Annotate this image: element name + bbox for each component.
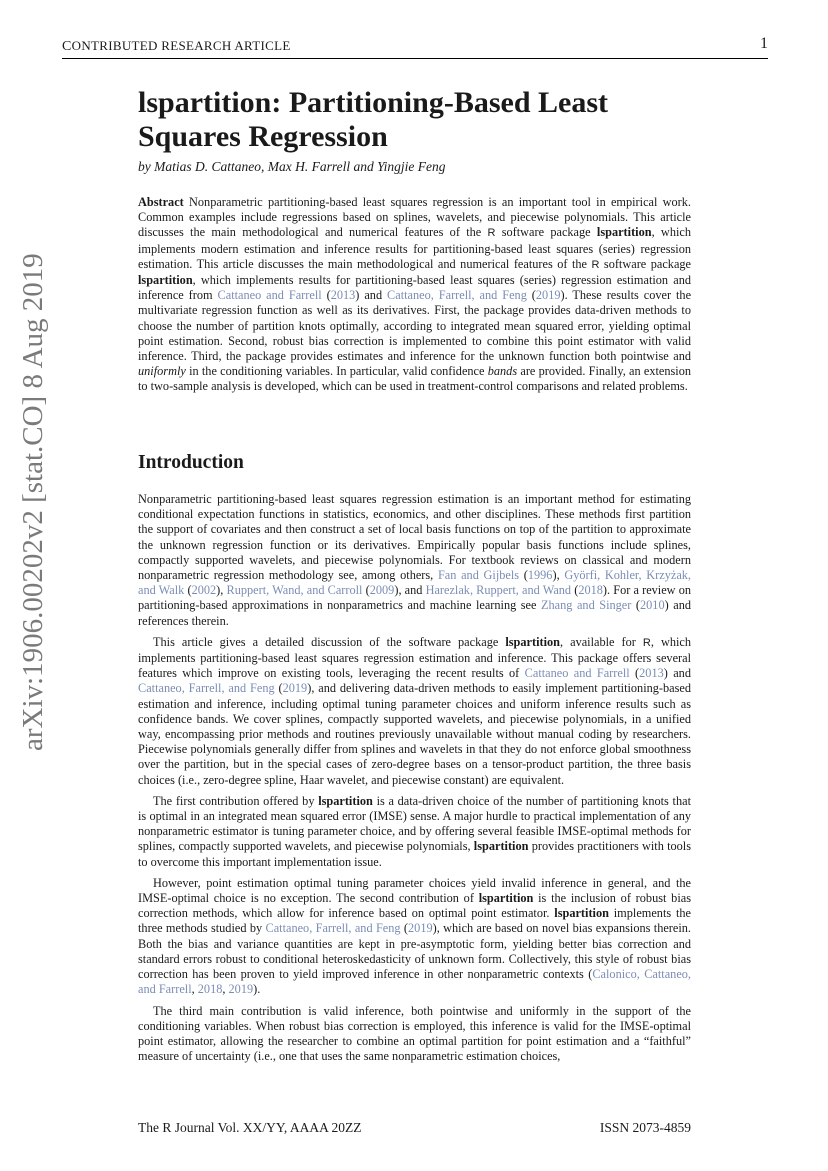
citation-link[interactable]: Calonico, Cattaneo, and Farrell	[138, 967, 691, 997]
citation-year-link[interactable]: 2019	[535, 288, 561, 303]
citation-year-link[interactable]: 1996	[527, 568, 553, 583]
section-heading-introduction: Introduction	[138, 452, 244, 473]
citation-link[interactable]: Zhang and Singer	[541, 598, 632, 613]
article-type: CONTRIBUTED RESEARCH ARTICLE	[62, 38, 291, 54]
citation-link[interactable]: Cattaneo and Farrell	[524, 666, 630, 681]
running-header	[62, 35, 768, 59]
citation-year-link[interactable]: 2002	[191, 583, 217, 598]
citation-link[interactable]: Cattaneo, Farrell, and Feng	[138, 681, 275, 696]
citation-year-link[interactable]: 2010	[640, 598, 665, 613]
citation-link[interactable]: Harezlak, Ruppert, and Wand	[425, 583, 572, 598]
citation-year-link[interactable]: 2019	[408, 921, 433, 936]
citation-link[interactable]: Györfi, Kohler, Krzyżak, and Walk	[138, 568, 692, 598]
page-number: 1	[760, 35, 768, 52]
abstract-label: Abstract	[138, 195, 184, 209]
paragraph: The third main contribution is valid inference, both pointwise and uniformly in the support of the conditioning variables. When robust bias correction is employed, this inference is valid for the IMSE-optimal point estimator, allowing the researcher to combine an optimal partition for point estimation and a “faithful” measure of uncertainty (i.e., one that uses the same nonparametric estimation choices,	[138, 1003, 691, 1064]
issn-footer: ISSN 2073-4859	[599, 1120, 691, 1135]
introduction-body	[138, 492, 691, 1070]
citation-year-link[interactable]: 2018	[578, 583, 603, 598]
abstract: Abstract Nonparametric partitioning-based least squares regression is an important tool in empirical work. Common examples include regressions based on splines, wavelets, and piecewise polynomials. This article discusses the main methodological and numerical features of the R software package lspartition, which implements modern estimation and inference results for partitioning-based least squares (series) regression estimation. This article discusses the main methodological and numerical features of the R software package lspartition, which implements results for partitioning-based least squares (series) regression estimation and inference from Cattaneo and Farrell (2013) and Cattaneo, Farrell, and Feng (2019). These results cover the multivariate regression function as well as its derivatives. First, the package provides data-driven methods to choose the number of partition knots optimally, according to integrated mean squared error, yielding optimal point estimation. Second, robust bias correction is implemented to combine this point estimator with valid inference. Third, the package provides estimates and inference for the unknown function both pointwise and uniformly in the conditioning variables. In particular, valid confidence bands are provided. Finally, an extension to two-sample analysis is developed, which can be used in treatment-control comparisons and related problems.	[138, 195, 692, 394]
citation-link[interactable]: Ruppert, Wand, and Carroll	[226, 583, 363, 598]
citation-year-link[interactable]: 2019	[282, 681, 308, 696]
paragraph: This article gives a detailed discussion of the software package lspartition, available for R, which implements partitioning-based least squares regression estimation and inference. This package offers several features which improve on existing tools, leveraging the recent results of Cattaneo and Farrell (2013) and Cattaneo, Farrell, and Feng (2019), and delivering data-driven methods to easily implement partitioning-based estimation and inference, including optimal tuning parameter choices and uniform inference results such as confidence bands. We cover splines, compactly supported wavelets, and piecewise polynomials, in a unified way, encompassing prior methods and routines previously unavailable without manual coding by researchers. Piecewise polynomials generally differ from splines and wavelets in that they do not enforce global smoothness over the partition, but in the special cases of zero-degree bases on a tensor-product partition, the three basis choices (i.e., zero-degree spline, Haar wavelet, and piecewise constant) are equivalent.	[138, 634, 692, 787]
citation-link[interactable]: Cattaneo and Farrell	[217, 288, 322, 303]
journal-footer: The R Journal Vol. XX/YY, AAAA 20ZZ	[138, 1120, 362, 1135]
citation-year-link[interactable]: 2009	[369, 583, 395, 598]
citation-link[interactable]: Cattaneo, Farrell, and Feng	[265, 921, 401, 936]
citation-link[interactable]: Cattaneo, Farrell, and Feng	[387, 288, 527, 303]
citation-link[interactable]: Fan and Gijbels	[437, 568, 520, 583]
author-list: by Matias D. Cattaneo, Max H. Farrell and Yingjie Feng	[138, 159, 446, 174]
citation-year-link[interactable]: 2013	[330, 288, 356, 303]
citation-year-link[interactable]: 2019	[228, 982, 254, 997]
paragraph: The first contribution offered by lspartition is a data-driven choice of the number of partitioning knots that is optimal in an integrated mean squared error (IMSE) sense. A major hurdle to practical implementation of any nonparametric estimator is tuning parameter choice, and by offering several feasible IMSE-optimal methods for splines, compactly supported wavelets, and piecewise polynomials, lspartition provides practitioners with tools to overcome this important implementation issue.	[138, 793, 691, 869]
paragraph: However, point estimation optimal tuning parameter choices yield invalid inference in general, and the IMSE-optimal choice is no exception. The second contribution of lspartition is the inclusion of robust bias correction methods, which allow for inference based on optimal point estimator. lspartition implements the three methods studied by Cattaneo, Farrell, and Feng (2019), which are based on novel bias expansions therein. Both the bias and variance quantities are kept in pre-asymptotic form, yielding better bias correction and standard errors robust to conditional heteroskedasticity of unknown form. Collectively, this style of robust bias correction has been proven to yield improved inference in other nonparametric contexts (Calonico, Cattaneo, and Farrell, 2018, 2019).	[138, 875, 691, 997]
citation-year-link[interactable]: 2018	[197, 982, 223, 997]
citation-year-link[interactable]: 2013	[639, 666, 664, 681]
paper-title: lspartition: Partitioning-Based Least Squares Regression	[138, 86, 608, 153]
paragraph: Nonparametric partitioning-based least squares regression estimation is an important method for estimating conditional expectation functions in statistics, economics, and other disciplines. These methods first partition the support of covariates and then construct a set of local basis functions on top of the partition to approximate the unknown regression function or its derivatives. Empirically popular basis functions include splines, compactly supported wavelets, and piecewise polynomials. For textbook reviews on classical and modern nonparametric regression methodology see, among others, Fan and Gijbels (1996), Györfi, Kohler, Krzyżak, and Walk (2002), Ruppert, Wand, and Carroll (2009), and Harezlak, Ruppert, and Wand (2018). For a review on partitioning-based approximations in nonparametrics and machine learning see Zhang and Singer (2010) and references therein.	[138, 492, 692, 628]
arxiv-identifier: arXiv:1906.00202v2 [stat.CO] 8 Aug 2019	[17, 253, 49, 751]
